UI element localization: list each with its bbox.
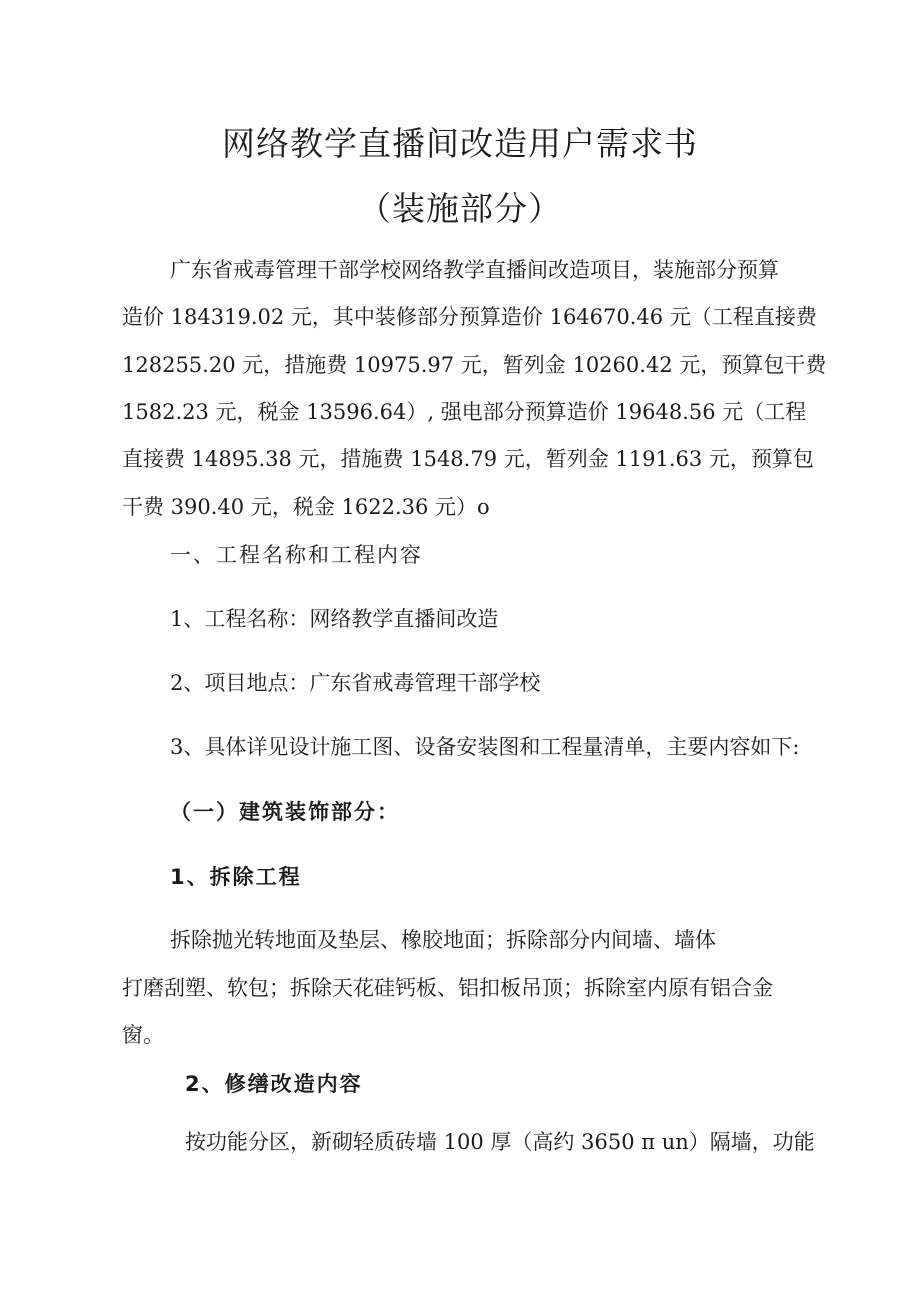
list-item: 2、项目地点：广东省戒毒管理干部学校 xyxy=(170,671,541,695)
repair-line: 按功能分区，新砌轻质砖墙 100 厚（高约 3650 π un）隔墙，功能 xyxy=(185,1130,815,1154)
list-item: 1、工程名称：网络教学直播间改造 xyxy=(170,607,499,631)
intro-line: 直接费 14895.38 元，措施费 1548.79 元，暂列金 1191.63 元，预算包 xyxy=(122,447,814,471)
intro-line: 造价 184319.02 元，其中装修部分预算造价 164670.46 元（工程直接费 xyxy=(122,305,817,329)
subsection-heading: （一）建筑装饰部分： xyxy=(170,800,400,824)
demolition-heading: 1、拆除工程 xyxy=(170,865,302,889)
intro-line: 干费 390.40 元，税金 1622.36 元）o xyxy=(122,495,490,519)
repair-heading: 2、修缮改造内容 xyxy=(185,1072,363,1096)
intro-line: 广东省戒毒管理干部学校网络教学直播间改造项目，装施部分预算 xyxy=(170,258,779,282)
document-subtitle: （装施部分） xyxy=(358,189,562,228)
intro-line: 128255.20 元，措施费 10975.97 元，暂列金 10260.42 元，预算包干费 xyxy=(122,353,827,377)
demolition-line: 窗。 xyxy=(122,1023,164,1047)
section-heading: 一、工程名称和工程内容 xyxy=(170,543,423,567)
intro-line: 1582.23 元，税金 13596.64）, 强电部分预算造价 19648.56 元（工程 xyxy=(122,400,807,424)
list-item: 3、具体详见设计施工图、设备安装图和工程量清单，主要内容如下: xyxy=(170,735,800,759)
demolition-line: 拆除抛光转地面及垫层、橡胶地面；拆除部分内间墙、墙体 xyxy=(170,928,716,952)
document-title: 网络教学直播间改造用户需求书 xyxy=(222,124,698,163)
demolition-line: 打磨刮塑、软包；拆除天花硅钙板、铝扣板吊顶；拆除室内原有铝合金 xyxy=(122,976,773,1000)
